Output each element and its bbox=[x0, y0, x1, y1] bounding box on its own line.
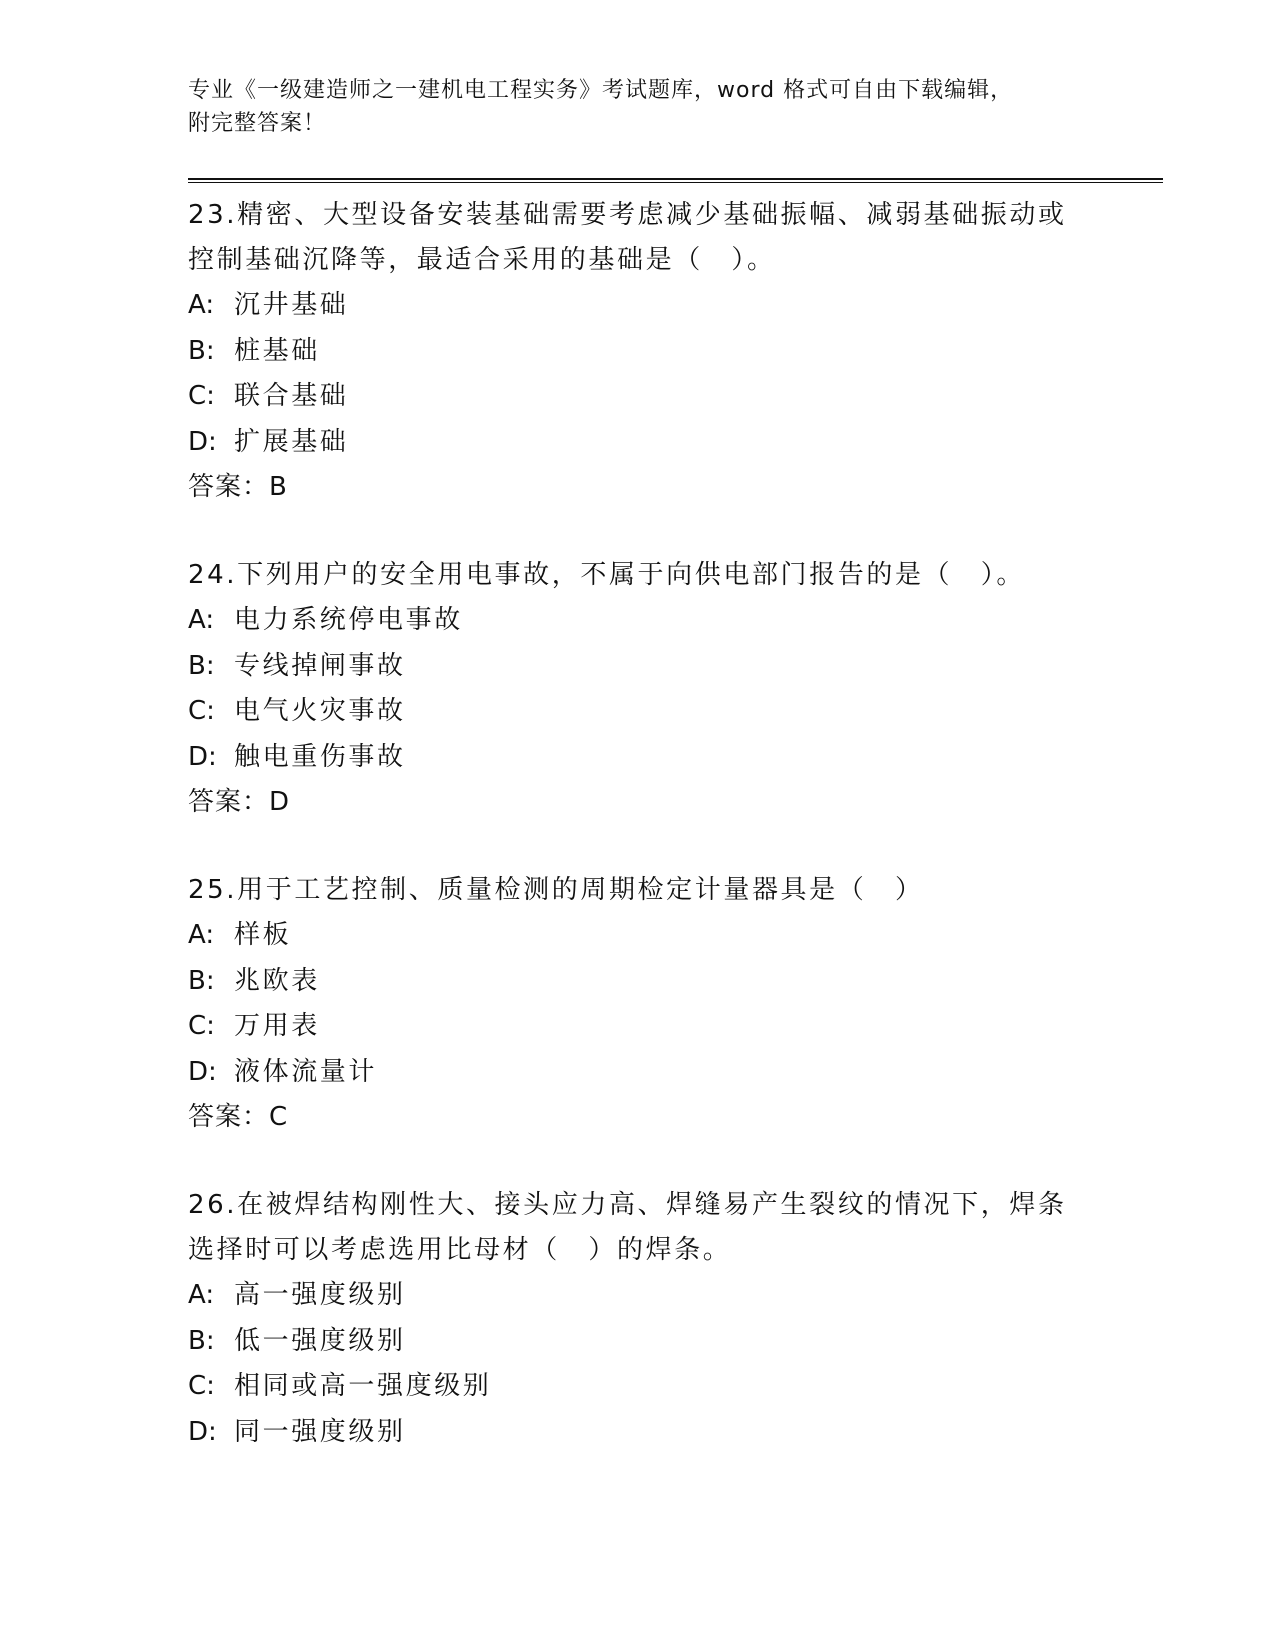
question-23 bbox=[188, 193, 1088, 509]
option-d bbox=[188, 735, 1088, 781]
question-25 bbox=[188, 868, 1088, 1139]
option-letter: A: bbox=[188, 290, 215, 320]
option-text: 同一强度级别 bbox=[234, 1416, 406, 1447]
option-text: 桩基础 bbox=[234, 335, 320, 366]
option-b bbox=[188, 329, 1088, 375]
option-text: 样板 bbox=[234, 920, 292, 950]
option-text: 万用表 bbox=[234, 1011, 320, 1041]
option-letter: B: bbox=[188, 650, 215, 681]
option-letter: D: bbox=[188, 741, 217, 772]
option-letter: B: bbox=[188, 1325, 215, 1356]
question-stem: 26.在被焊结构刚性大、接头应力高、焊缝易产生裂纹的情况下，焊条选择时可以考虑选用比母材（ ）的焊条。 bbox=[188, 1190, 1067, 1265]
option-b bbox=[188, 959, 1088, 1005]
option-text: 扩展基础 bbox=[234, 426, 349, 457]
option-text: 触电重伤事故 bbox=[234, 741, 406, 772]
option-letter: A: bbox=[188, 1280, 215, 1310]
option-a bbox=[188, 1273, 1088, 1319]
option-text: 专线掉闸事故 bbox=[234, 650, 406, 681]
question-24 bbox=[188, 553, 1088, 824]
option-letter: A: bbox=[188, 605, 215, 635]
question-list bbox=[188, 193, 1088, 1499]
option-d bbox=[188, 420, 1088, 466]
question-26 bbox=[188, 1183, 1088, 1455]
question-stem: 23.精密、大型设备安装基础需要考虑减少基础振幅、减弱基础振动或控制基础沉降等，最适合采用的基础是（ ）。 bbox=[188, 200, 1067, 275]
option-text: 沉井基础 bbox=[234, 290, 349, 320]
option-text: 联合基础 bbox=[234, 381, 349, 411]
answer-line: 答案：B bbox=[188, 472, 288, 502]
option-text: 低一强度级别 bbox=[234, 1325, 406, 1356]
option-b bbox=[188, 1319, 1088, 1365]
option-letter: B: bbox=[188, 965, 215, 996]
question-stem: 24.下列用户的安全用电事故，不属于向供电部门报告的是（ ）。 bbox=[188, 560, 1025, 590]
option-c bbox=[188, 1004, 1088, 1050]
option-b bbox=[188, 644, 1088, 690]
header-line-1: 专业《一级建造师之一建机电工程实务》考试题库，word 格式可自由下载编辑， bbox=[188, 78, 1014, 103]
option-d bbox=[188, 1410, 1088, 1456]
option-letter: C: bbox=[188, 1371, 215, 1401]
option-text: 相同或高一强度级别 bbox=[234, 1371, 492, 1401]
option-c bbox=[188, 689, 1088, 735]
option-text: 电气火灾事故 bbox=[234, 696, 406, 726]
answer-line: 答案：C bbox=[188, 1102, 289, 1132]
option-text: 兆欧表 bbox=[234, 965, 320, 996]
option-letter: D: bbox=[188, 426, 217, 457]
option-letter: C: bbox=[188, 1011, 215, 1041]
option-text: 高一强度级别 bbox=[234, 1280, 406, 1310]
question-stem: 25.用于工艺控制、质量检测的周期检定计量器具是（ ） bbox=[188, 875, 924, 905]
option-d bbox=[188, 1050, 1088, 1096]
option-a bbox=[188, 913, 1088, 959]
option-letter: C: bbox=[188, 381, 215, 411]
option-letter: D: bbox=[188, 1056, 217, 1087]
header-line-2: 附完整答案！ bbox=[188, 111, 327, 136]
option-letter: B: bbox=[188, 335, 215, 366]
header-divider bbox=[188, 178, 1163, 183]
option-text: 电力系统停电事故 bbox=[234, 605, 463, 635]
option-a bbox=[188, 598, 1088, 644]
option-letter: A: bbox=[188, 920, 215, 950]
answer-line: 答案：D bbox=[188, 787, 291, 817]
option-letter: C: bbox=[188, 696, 215, 726]
option-c bbox=[188, 374, 1088, 420]
option-a bbox=[188, 283, 1088, 329]
option-text: 液体流量计 bbox=[234, 1056, 378, 1087]
option-c bbox=[188, 1364, 1088, 1410]
option-letter: D: bbox=[188, 1416, 217, 1447]
document-header bbox=[188, 74, 1068, 140]
